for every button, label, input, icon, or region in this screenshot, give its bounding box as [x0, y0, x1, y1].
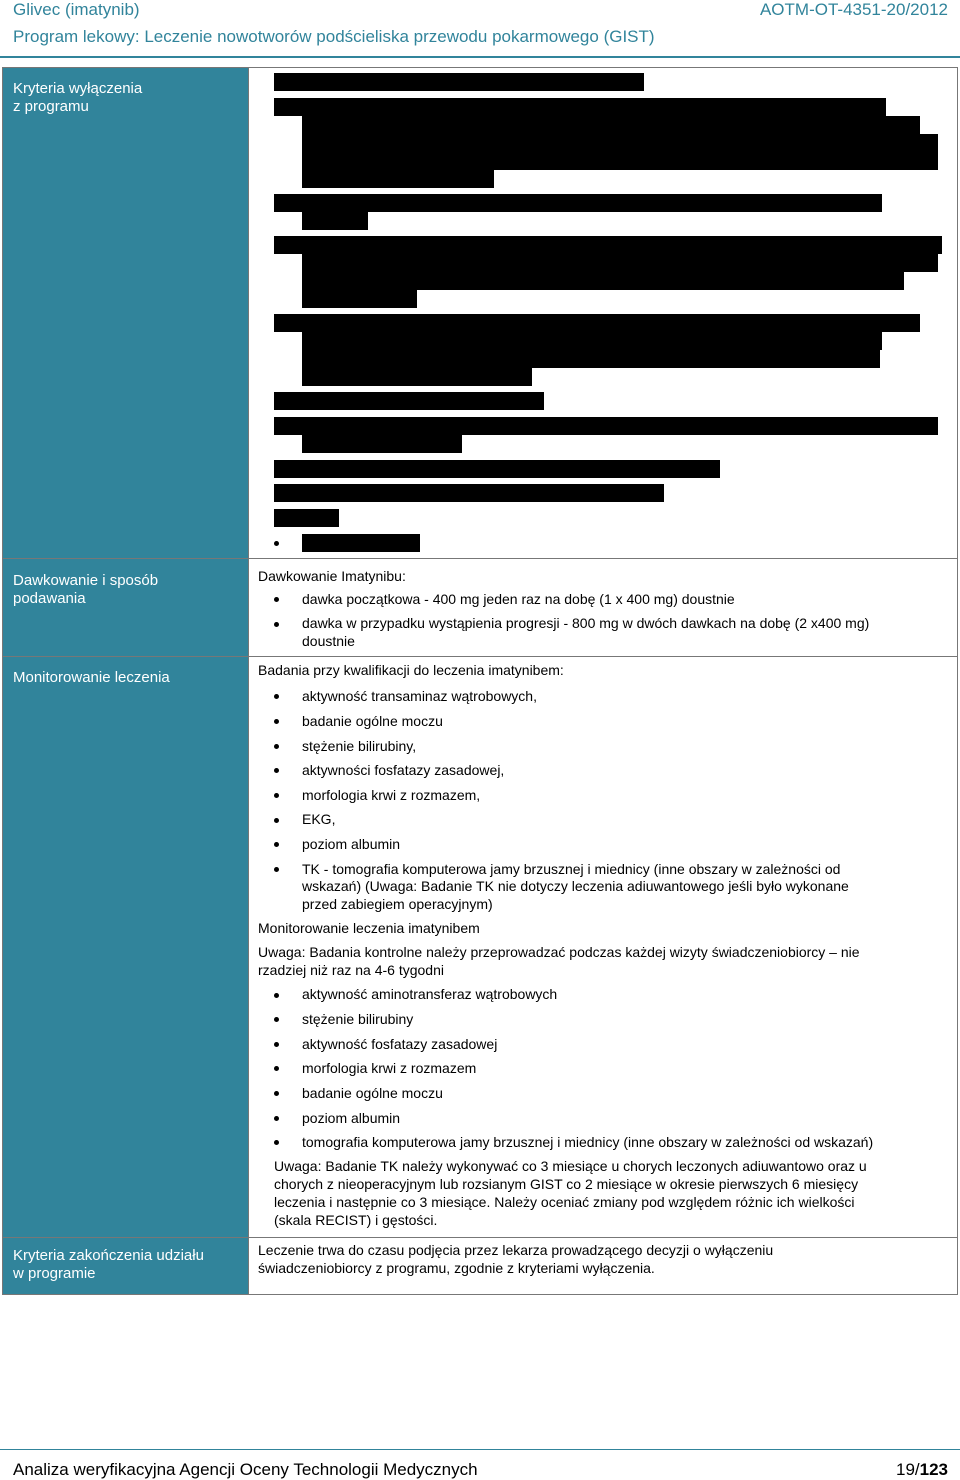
- qualification-item: TK - tomografia komputerowa jamy brzusznej i miednicy (inne obszary w zależności od: [302, 861, 841, 877]
- qualification-title: Badania przy kwalifikacji do leczenia imatynibem:: [258, 662, 564, 678]
- label-exclusion-criteria: [3, 80, 249, 116]
- bullet: [274, 1140, 279, 1145]
- bullet: [274, 744, 279, 749]
- row-divider: [3, 656, 957, 657]
- end-criteria-text-continued: świadczeniobiorcy z programu, zgodnie z kryteriami wyłączenia.: [258, 1260, 655, 1276]
- label-end-criteria: [3, 1247, 249, 1283]
- bullet: [274, 842, 279, 847]
- bullet: [274, 622, 279, 627]
- dosage-title: Dawkowanie Imatynibu:: [258, 568, 406, 584]
- end-criteria-text: Leczenie trwa do czasu podjęcia przez lekarza prowadzącego decyzji o wyłączeniu: [258, 1242, 774, 1258]
- bullet: [274, 818, 279, 823]
- label-line: z programu: [13, 98, 89, 115]
- bullet: [274, 1042, 279, 1047]
- row-divider: [3, 558, 957, 559]
- page-number-total: 123: [919, 1460, 948, 1479]
- dosage-item-continued: doustnie: [302, 633, 355, 649]
- bullet: [274, 793, 279, 798]
- page-number-current: 19/: [895, 1460, 920, 1479]
- qualification-item-continued: wskazań) (Uwaga: Badanie TK nie dotyczy leczenia adiuwantowego jeśli było wykonane: [302, 878, 849, 894]
- footer-agency: Analiza weryfikacyjna Agencji Oceny Technologii Medycznych: [13, 1460, 478, 1479]
- qualification-item: EKG,: [302, 811, 336, 827]
- monitoring-note: Uwaga: Badania kontrolne należy przeprowadzać podczas każdej wizyty świadczeniobiorcy – nie: [258, 944, 860, 960]
- bullet: [274, 768, 279, 773]
- monitoring-item: aktywność aminotransferaz wątrobowych: [302, 986, 558, 1002]
- bullet: [274, 719, 279, 724]
- label-column: [3, 68, 249, 1294]
- bullet: [274, 1091, 279, 1096]
- label-line: Dawkowanie i sposób: [13, 572, 159, 589]
- bullet: [274, 694, 279, 699]
- label-line: Kryteria wyłączenia: [13, 80, 143, 97]
- qualification-item-continued: przed zabiegiem operacyjnym): [302, 896, 493, 912]
- bullet: [274, 597, 279, 602]
- monitoring-note-continued: rzadziej niż raz na 4-6 tygodni: [258, 962, 444, 978]
- bullet: [274, 867, 279, 872]
- tk-note-continued: leczenia i następnie co 3 miesiące. Należy oceniać zmiany pod względem różnic ich wielkości: [274, 1194, 855, 1210]
- label-line: Kryteria zakończenia udziału: [13, 1247, 204, 1264]
- qualification-item: poziom albumin: [302, 836, 401, 852]
- label-monitoring: Monitorowanie leczenia: [13, 669, 170, 686]
- monitoring-item: poziom albumin: [302, 1110, 401, 1126]
- qualification-item: badanie ogólne moczu: [302, 713, 443, 729]
- monitoring-item: aktywność fosfatazy zasadowej: [302, 1036, 498, 1052]
- monitoring-item: morfologia krwi z rozmazem: [302, 1060, 477, 1076]
- tk-note-continued: chorych z nieoperacyjnym lub rozsianym GIST co 2 miesiące w okresie pierwszych 6 miesięcy: [274, 1176, 859, 1192]
- bullet: [274, 1116, 279, 1121]
- label-line: w programie: [13, 1265, 96, 1282]
- monitoring-item: badanie ogólne moczu: [302, 1085, 443, 1101]
- footer-divider: [0, 1449, 960, 1450]
- dosage-item: dawka w przypadku wystąpienia progresji - 800 mg w dwóch dawkach na dobę (2 x400 mg): [302, 615, 870, 631]
- tk-note-continued: (skala RECIST) i gęstości.: [274, 1212, 438, 1228]
- page-number: [896, 1460, 948, 1480]
- tk-note: Uwaga: Badanie TK należy wykonywać co 3 miesiące u chorych leczonych adiuwantowo oraz u: [274, 1158, 867, 1174]
- monitoring-title: Monitorowanie leczenia imatynibem: [258, 920, 480, 936]
- header-divider: [0, 56, 960, 58]
- dosage-item: dawka początkowa - 400 mg jeden raz na dobę (1 x 400 mg) doustnie: [302, 591, 735, 607]
- qualification-item: morfologia krwi z rozmazem,: [302, 787, 481, 803]
- monitoring-item: tomografia komputerowa jamy brzusznej i miednicy (inne obszary w zależności od wskazań): [302, 1134, 874, 1150]
- bullet: [274, 1017, 279, 1022]
- bullet: [274, 1066, 279, 1071]
- monitoring-item: stężenie bilirubiny: [302, 1011, 414, 1027]
- qualification-item: aktywności fosfatazy zasadowej,: [302, 762, 505, 778]
- page-header: [0, 0, 960, 22]
- label-dosage: [3, 572, 249, 608]
- header-drug-name: Glivec (imatynib): [13, 0, 140, 19]
- qualification-item: aktywność transaminaz wątrobowych,: [302, 688, 537, 704]
- qualification-item: stężenie bilirubiny,: [302, 738, 417, 754]
- header-document-code: AOTM-OT-4351-20/2012: [759, 0, 948, 19]
- header-program-title: Program lekowy: Leczenie nowotworów podścieliska przewodu pokarmowego (GIST): [13, 27, 655, 46]
- row-divider: [3, 1237, 957, 1238]
- label-line: podawania: [13, 590, 86, 607]
- bullet: [274, 993, 279, 998]
